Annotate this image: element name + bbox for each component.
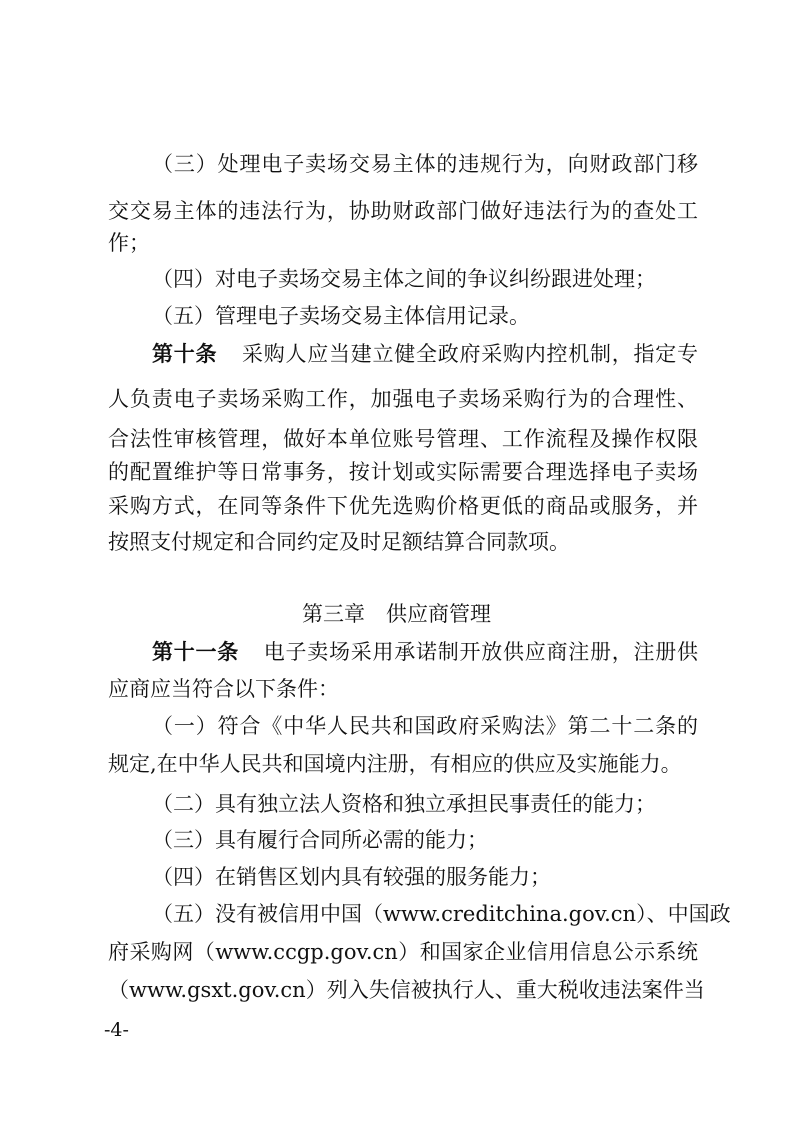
paragraph-text: 采购人应当建立健全政府采购内控机制，指定专 bbox=[241, 342, 698, 366]
paragraph-line: （四）在销售区划内具有较强的服务能力； bbox=[152, 865, 551, 889]
article-11-first-line bbox=[152, 638, 698, 666]
paragraph-line: 人负责电子卖场采购工作，加强电子卖场采购行为的合理性、 bbox=[108, 387, 698, 411]
paragraph-line: 作； bbox=[108, 231, 150, 255]
paragraph-line: 采购方式，在同等条件下优先选购价格更低的商品或服务，并 bbox=[108, 494, 698, 518]
paragraph-line: （三）处理电子卖场交易主体的违规行为，向财政部门移 bbox=[152, 152, 698, 176]
paragraph-line: 府采购网（www.ccgp.gov.cn）和国家企业信用信息公示系统 bbox=[108, 940, 698, 964]
paragraph-line: （四）对电子卖场交易主体之间的争议纠纷跟进处理； bbox=[152, 267, 656, 291]
chapter-heading: 第三章 供应商管理 bbox=[302, 602, 491, 626]
paragraph-line: （一）符合《中华人民共和国政府采购法》第二十二条的 bbox=[152, 714, 698, 738]
paragraph-line: （五）没有被信用中国（www.creditchina.gov.cn）、中国政 bbox=[152, 902, 731, 926]
paragraph-line: （五）管理电子卖场交易主体信用记录。 bbox=[152, 304, 530, 328]
paragraph-line: 按照支付规定和合同约定及时足额结算合同款项。 bbox=[108, 530, 570, 554]
paragraph-line: 交交易主体的违法行为，协助财政部门做好违法行为的查处工 bbox=[108, 199, 698, 223]
paragraph-line: 应商应当符合以下条件： bbox=[108, 677, 339, 701]
paragraph-line: 规定,在中华人民共和国境内注册，有相应的供应及实施能力。 bbox=[108, 752, 682, 776]
article-lead: 第十一条 bbox=[152, 640, 239, 664]
paragraph-line: 的配置维护等日常事务，按计划或实际需要合理选择电子卖场 bbox=[108, 460, 698, 484]
paragraph-line: （三）具有履行合同所必需的能力； bbox=[152, 828, 488, 852]
paragraph-text: 电子卖场采用承诺制开放供应商注册，注册供 bbox=[263, 640, 698, 664]
paragraph-line: （二）具有独立法人资格和独立承担民事责任的能力； bbox=[152, 792, 656, 816]
paragraph-line: （www.gsxt.gov.cn）列入失信被执行人、重大税收违法案件当 bbox=[108, 978, 705, 1002]
article-10-first-line bbox=[152, 340, 698, 368]
article-lead: 第十条 bbox=[152, 342, 218, 366]
paragraph-line: 合法性审核管理，做好本单位账号管理、工作流程及操作权限 bbox=[108, 427, 698, 451]
page-number: -4- bbox=[104, 1019, 129, 1041]
